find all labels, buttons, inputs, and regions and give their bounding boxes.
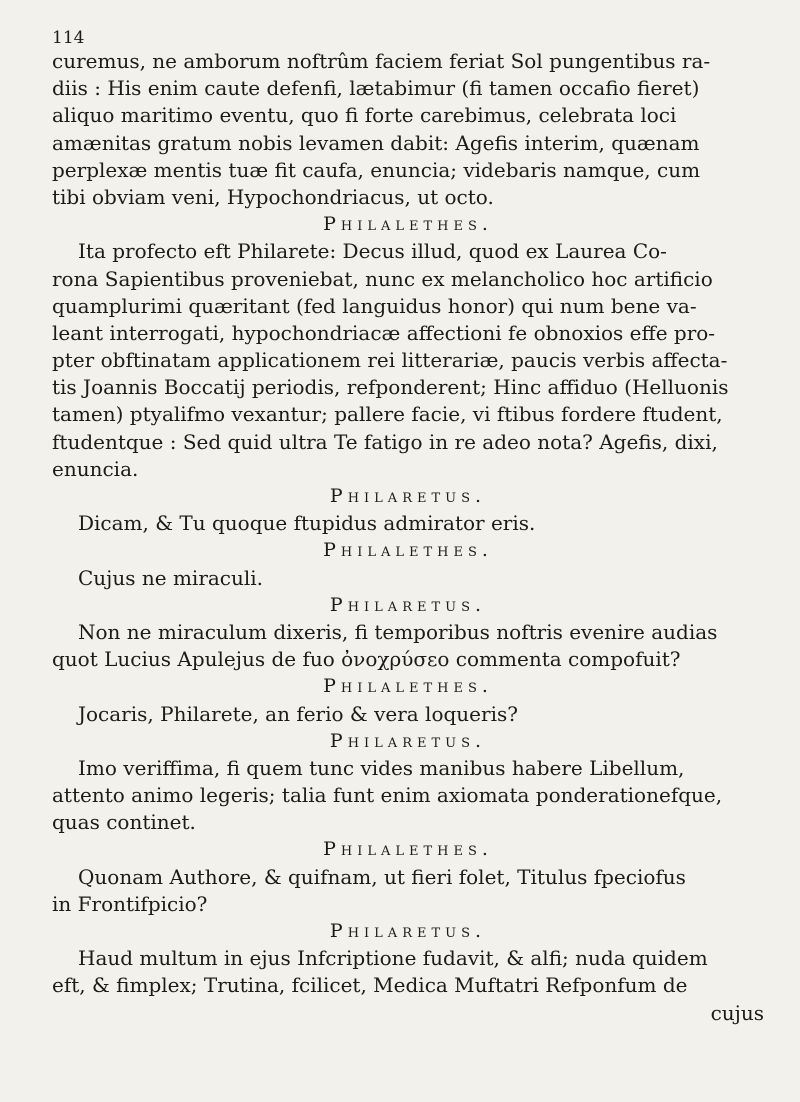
speaker-heading: Philaretus. xyxy=(329,593,487,616)
text-line: Non ne miraculum dixeris, fi temporibus noftris evenire audias xyxy=(78,619,718,644)
text-line: aliquo maritimo eventu, quo fi forte carebimus, celebrata loci xyxy=(52,103,677,128)
speaker-heading: Philalethes. xyxy=(323,675,493,698)
text-line: amænitas gratum nobis levamen dabit: Agefis interim, quænam xyxy=(52,130,700,155)
page-number: 114 xyxy=(52,28,85,48)
text-line: eft, & fimplex; Trutina, fcilicet, Medica Muftatri Refponfum de xyxy=(52,973,688,998)
body-text xyxy=(52,48,764,1027)
speaker-heading: Philalethes. xyxy=(323,838,493,861)
text-line: perplexæ mentis tuæ fit caufa, enuncia; videbaris namque, cum xyxy=(52,157,701,182)
speaker-heading: Philaretus. xyxy=(329,729,487,752)
text-line: in Frontifpicio? xyxy=(52,891,208,916)
text-line: quas continet. xyxy=(52,810,196,835)
text-line: diis : His enim caute defenfi, lætabimur (fi tamen occafio fieret) xyxy=(52,76,700,101)
text-line: leant interrogati, hypochondriacæ affectioni fe obnoxios effe pro- xyxy=(52,320,716,345)
catchword: cujus xyxy=(710,1000,764,1025)
text-line: quamplurimi quæritant (fed languidus honor) qui num bene va- xyxy=(52,293,697,318)
text-line: curemus, ne amborum noftrûm faciem feriat Sol pungentibus ra- xyxy=(52,49,711,73)
text-line: ftudentque : Sed quid ultra Te fatigo in re adeo nota? Agefis, dixi, xyxy=(52,429,718,454)
speaker-heading: Philaretus. xyxy=(329,485,487,507)
text-line: quot Lucius Apulejus de fuo ὀνοχρύσεο commenta compofuit? xyxy=(52,647,681,672)
speaker-heading: Philalethes. xyxy=(323,539,493,562)
text-line: tis Joannis Boccatij periodis, refponderent; Hinc affiduo (Helluonis xyxy=(52,375,729,400)
text-line: Ita profecto eft Philarete: Decus illud, quod ex Laurea Co- xyxy=(78,239,667,264)
text-line: tibi obviam veni, Hypochondriacus, ut octo. xyxy=(52,184,494,209)
text-line: Jocaris, Philarete, an ferio & vera loqueris? xyxy=(78,701,518,726)
text-line: rona Sapientibus proveniebat, nunc ex melancholico hoc artificio xyxy=(52,266,713,291)
text-line: enuncia. xyxy=(52,456,139,481)
text-line: pter obftinatam applicationem rei litterariæ, paucis verbis affecta- xyxy=(52,348,728,373)
text-line: Imo veriffima, fi quem tunc vides manibus habere Libellum, xyxy=(78,755,685,780)
text-line: tamen) ptyalifmo vexantur; pallere facie, vi ftibus fordere ftudent, xyxy=(52,402,723,427)
speaker-heading: Philalethes. xyxy=(323,213,493,236)
text-line: Quonam Authore, & quifnam, ut fieri folet, Titulus fpeciofus xyxy=(78,864,686,889)
speaker-heading: Philaretus. xyxy=(329,920,487,942)
text-line: Dicam, & Tu quoque ftupidus admirator eris. xyxy=(78,511,536,536)
text-line: Cujus ne miraculi. xyxy=(78,565,264,590)
text-line: Haud multum in ejus Infcriptione fudavit, & alfi; nuda quidem xyxy=(78,946,708,971)
text-line: attento animo legeris; talia funt enim axiomata ponderationefque, xyxy=(52,783,723,808)
